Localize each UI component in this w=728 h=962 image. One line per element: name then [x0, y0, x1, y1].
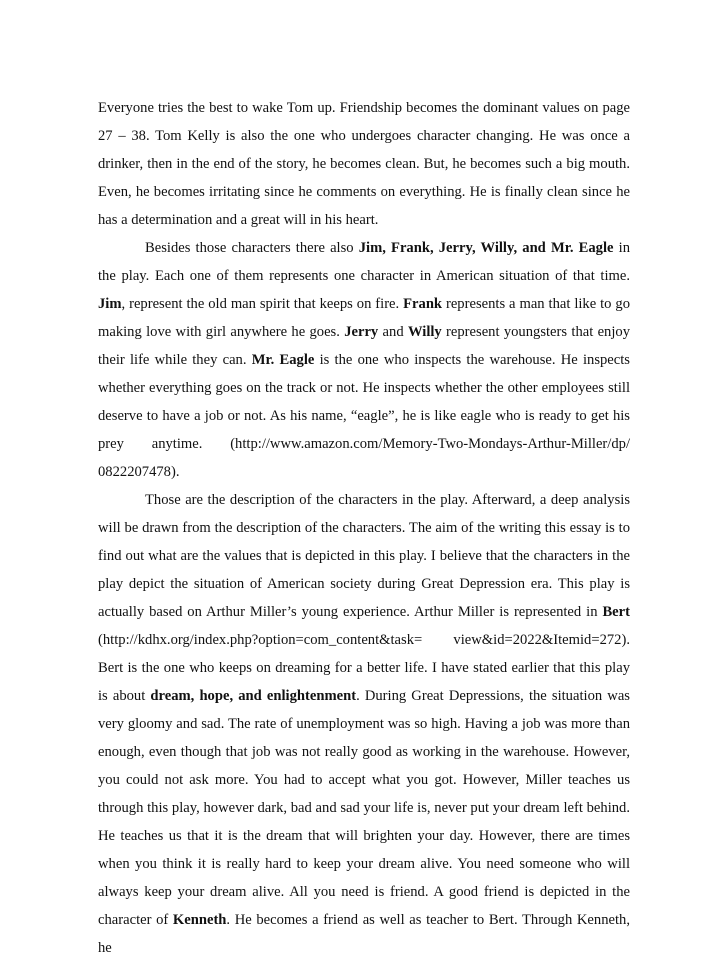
- p3-text-4: . He becomes a friend as well as teacher to Bert. Through Kenneth, he: [98, 912, 630, 956]
- paragraph-1-text: Everyone tries the best to wake Tom up. Friendship becomes the dominant values on page 27 – 38. Tom Kelly is also the one who undergoes character changing. He was once a drinker, then in the end of the story, he becomes clean. But, he becomes such a big mouth. Even, he becomes irritating since he comments on everything. He is finally clean since he has a determination and a great will in his heart.: [98, 100, 630, 228]
- paragraph-3: [98, 486, 630, 962]
- p2-text-6: represent youngsters that enjoy their life while they can.: [98, 324, 631, 368]
- p2-text-3: , represent the old man spirit that keeps on fire.: [121, 296, 404, 312]
- p2-bold-mr-eagle: Mr. Eagle: [251, 352, 315, 368]
- p3-bold-bert: Bert: [602, 604, 630, 620]
- paragraph-2: [98, 234, 630, 486]
- p3-text-3: . During Great Depressions, the situation was very gloomy and sad. The rate of unemployment was so high. Having a job was more than enough, even though that job was not really good as working in the warehouse. However, you could not ask more. You had to accept what you got. However, Miller teaches us through this play, however dark, bad and sad your life is, never put your dream left behind. He teaches us that it is the dream that will brighten your day. However, there are times when you think it is really hard to keep your dream alive. You need someone who will always keep your dream alive. All you need is friend. A good friend is depicted in the character of: [98, 688, 630, 928]
- p2-bold-characters: Jim, Frank, Jerry, Willy, and Mr. Eagle: [358, 240, 614, 256]
- p2-text-2: in the play. Each one of them represents one character in American situation of that time.: [98, 240, 631, 284]
- p3-bold-kenneth: Kenneth: [172, 912, 227, 928]
- p2-text-4: represents a man that like to go making love with girl anywhere he goes.: [98, 296, 631, 340]
- p2-bold-jim: Jim: [98, 296, 122, 312]
- p3-text-2: (http://kdhx.org/index.php?option=com_content&task= view&id=2022&Itemid=272). Bert is the one who keeps on dreaming for a better life. I have stated earlier that this play is about: [98, 632, 630, 704]
- p2-text-7: is the one who inspects the warehouse. He inspects whether everything goes on the track or not. He inspects whether the other employees still deserve to have a job or not. As his name, “eagle”, he is like eagle who is ready to get his prey anytime. (http://www.amazon.com/Memory-Two-Mondays-Arthur-Miller/dp/ 0822207478).: [98, 352, 630, 480]
- p2-bold-willy: Willy: [407, 324, 442, 340]
- p3-bold-themes: dream, hope, and enlightenment: [150, 688, 357, 704]
- p2-text-1: Besides those characters there also: [145, 240, 359, 256]
- paragraph-1: [98, 94, 630, 234]
- p2-text-5: and: [378, 324, 408, 340]
- p2-bold-frank: Frank: [403, 296, 443, 312]
- document-page: [98, 94, 630, 962]
- p3-text-1: Those are the description of the characters in the play. Afterward, a deep analysis will be drawn from the description of the characters. The aim of the writing this essay is to find out what are the values that is depicted in this play. I believe that the characters in the play depict the situation of American society during Great Depression era. This play is actually based on Arthur Miller’s young experience. Arthur Miller is represented in: [98, 492, 630, 620]
- p2-bold-jerry: Jerry: [344, 324, 379, 340]
